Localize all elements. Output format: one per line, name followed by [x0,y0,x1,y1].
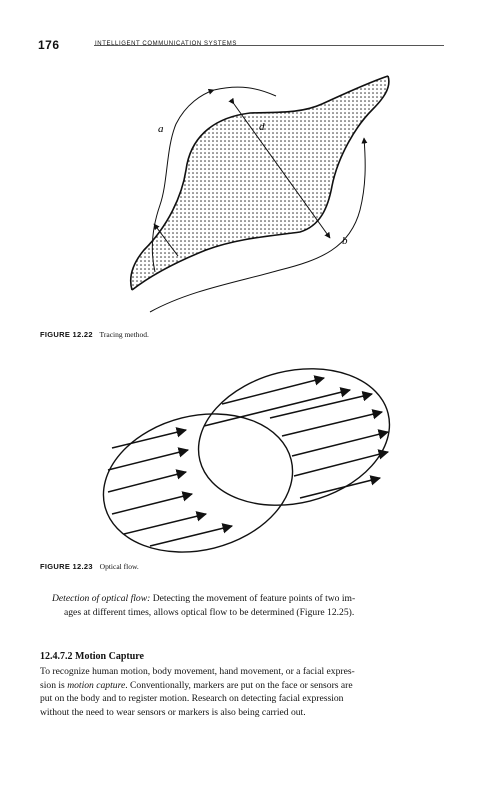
figure-12-22-caption [40,330,149,339]
flow-vector [292,432,388,456]
figure-12-22-label: FIGURE 12.22 [40,330,93,339]
optical-flow-line2: ages at different times, allows optical flow to be determined (Figure 12.25). [64,606,355,618]
paragraph-line-2 [40,679,452,693]
flow-vector [108,472,186,492]
optical-flow-figure [100,362,410,556]
flow-vector [124,514,206,534]
tracing-arrow-a-tail [214,87,276,96]
flow-vector [112,430,186,448]
flow-vector [204,390,350,426]
page-header [38,38,444,54]
flow-vectors [108,378,388,546]
figure-12-22-caption-text: Tracing method. [99,330,149,339]
figure-12-23-caption [40,562,139,571]
label-b: b [342,235,348,247]
label-d: d [259,121,265,133]
label-a: a [158,123,164,135]
paragraph-text: . Conventionally, markers are put on the face or sensors are [125,679,353,691]
motion-capture-paragraph [40,665,452,719]
paragraph-line: without the need to wear sensors or markers is also being carried out. [40,706,306,718]
optical-flow-line1: Detecting the movement of feature points of two im- [150,593,356,604]
header-rule [94,45,444,46]
flow-vector [150,526,232,546]
running-head: INTELLIGENT COMMUNICATION SYSTEMS [95,41,237,47]
figure-12-23-caption-text: Optical flow. [99,562,139,571]
flow-vector [108,450,188,470]
dotted-feature-region [131,76,389,290]
paragraph-line: put on the body and to register motion. Research on detecting facial expression [40,693,344,705]
optical-flow-term: Detection of optical flow: [52,593,151,604]
paragraph-line: To recognize human motion, body movement, hand movement, or a facial expres- [40,666,355,677]
tracing-method-figure [110,62,400,324]
figure-12-23-label: FIGURE 12.23 [40,562,93,571]
flow-vector [112,494,192,514]
motion-capture-term: motion capture [67,679,126,691]
optical-flow-paragraph [52,592,452,619]
flow-vector [282,412,382,436]
flow-vector [300,478,380,498]
page-number: 176 [38,38,60,52]
paragraph-text: sion is [40,679,68,691]
section-heading: 12.4.7.2 Motion Capture [40,651,144,662]
